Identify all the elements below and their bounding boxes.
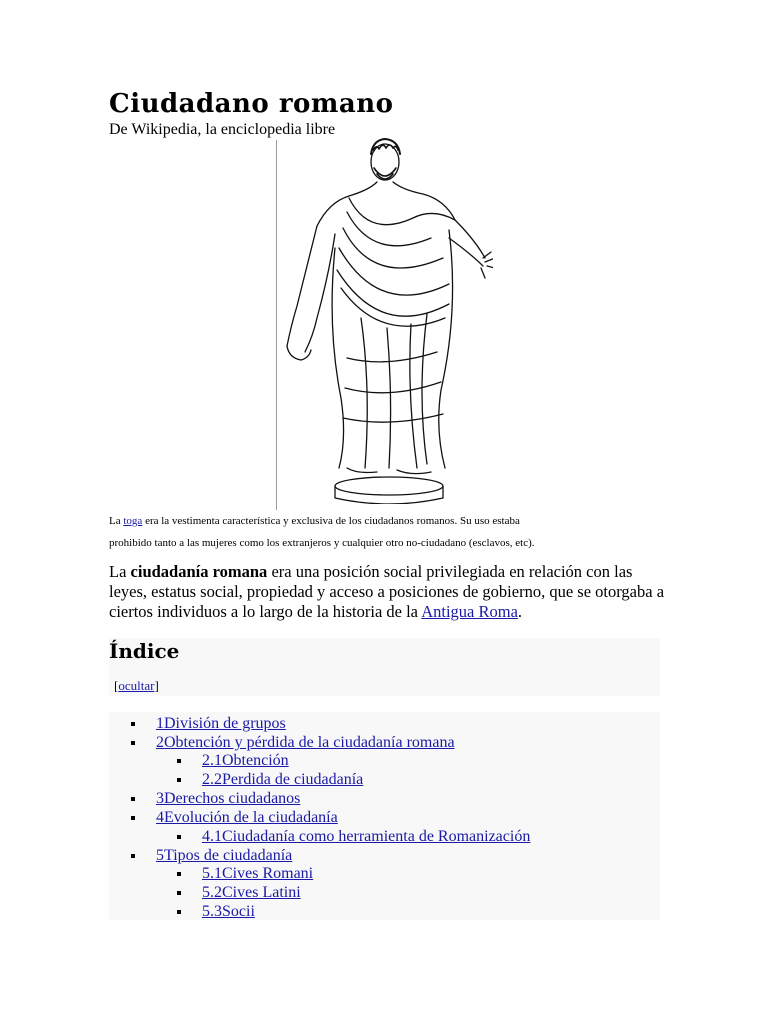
intro-suffix: . [517,602,523,621]
toc-bullet [131,741,135,745]
antigua-roma-link[interactable]: Antigua Roma [421,602,518,621]
toc-bullet [177,872,181,876]
toc-bullet [131,797,135,801]
caption-prefix: La [109,515,124,527]
caption-line-1: era la vestimenta característica y exclusiva de los ciudadanos romanos. Su uso estaba [142,515,520,527]
toc-bullet [131,722,135,726]
toga-link[interactable]: toga [123,515,143,527]
toc-item-link[interactable]: 4Evolución de la ciudadanía [156,809,338,826]
toc-header [109,638,660,696]
intro-prefix: La [109,562,131,581]
toc-item-link[interactable]: 5.3Socii [202,903,255,920]
toc-toggle-close-bracket: ] [154,678,159,693]
toc-item-link[interactable]: 2.2Perdida de ciudadanía [202,771,364,788]
toc-bullet [177,778,181,782]
intro-paragraph [109,562,669,622]
toc-item-link[interactable]: 2Obtención y pérdida de la ciudadanía romana [156,734,455,751]
toc-toggle-open-bracket: [ [114,678,119,693]
toc-title: Índice [109,639,180,663]
toc-item-link[interactable]: 2.1Obtención [202,752,289,769]
toc-bullet [177,835,181,839]
toc-bullet [177,910,181,914]
toc-item-link[interactable]: 5Tipos de ciudadanía [156,847,293,864]
toc-list [109,712,660,920]
toc-item-link[interactable]: 1División de grupos [156,715,286,732]
toc-bullet [177,759,181,763]
intro-text: era una posición social privilegiada en relación con las leyes, estatus social, propiedad y acceso a posiciones de gobierno, que se otorgaba a ciertos individuos a lo largo de la historia de la [109,562,665,621]
page-title: Ciudadano romano [109,89,394,119]
intro-bold-term: ciudadanía romana [130,562,268,581]
toc-bullet [177,891,181,895]
page-subtitle: De Wikipedia, la enciclopedia libre [109,121,336,138]
toc-item-link[interactable]: 5.1Cives Romani [202,865,314,882]
roman-statue-image [277,138,493,504]
toc-hide-link[interactable]: ocultar [118,678,155,693]
toc-item-link[interactable]: 3Derechos ciudadanos [156,790,301,807]
figure-caption [109,510,669,554]
toc-bullet [131,816,135,820]
toc-bullet [131,854,135,858]
toc-item-link[interactable]: 4.1Ciudadanía como herramienta de Romanización [202,828,531,845]
caption-line-2: prohibido tanto a las mujeres como los extranjeros y cualquier otro no-ciudadano (esclavos, etc). [109,537,535,549]
toc-toggle [114,678,159,694]
toc-item-link[interactable]: 5.2Cives Latini [202,884,301,901]
